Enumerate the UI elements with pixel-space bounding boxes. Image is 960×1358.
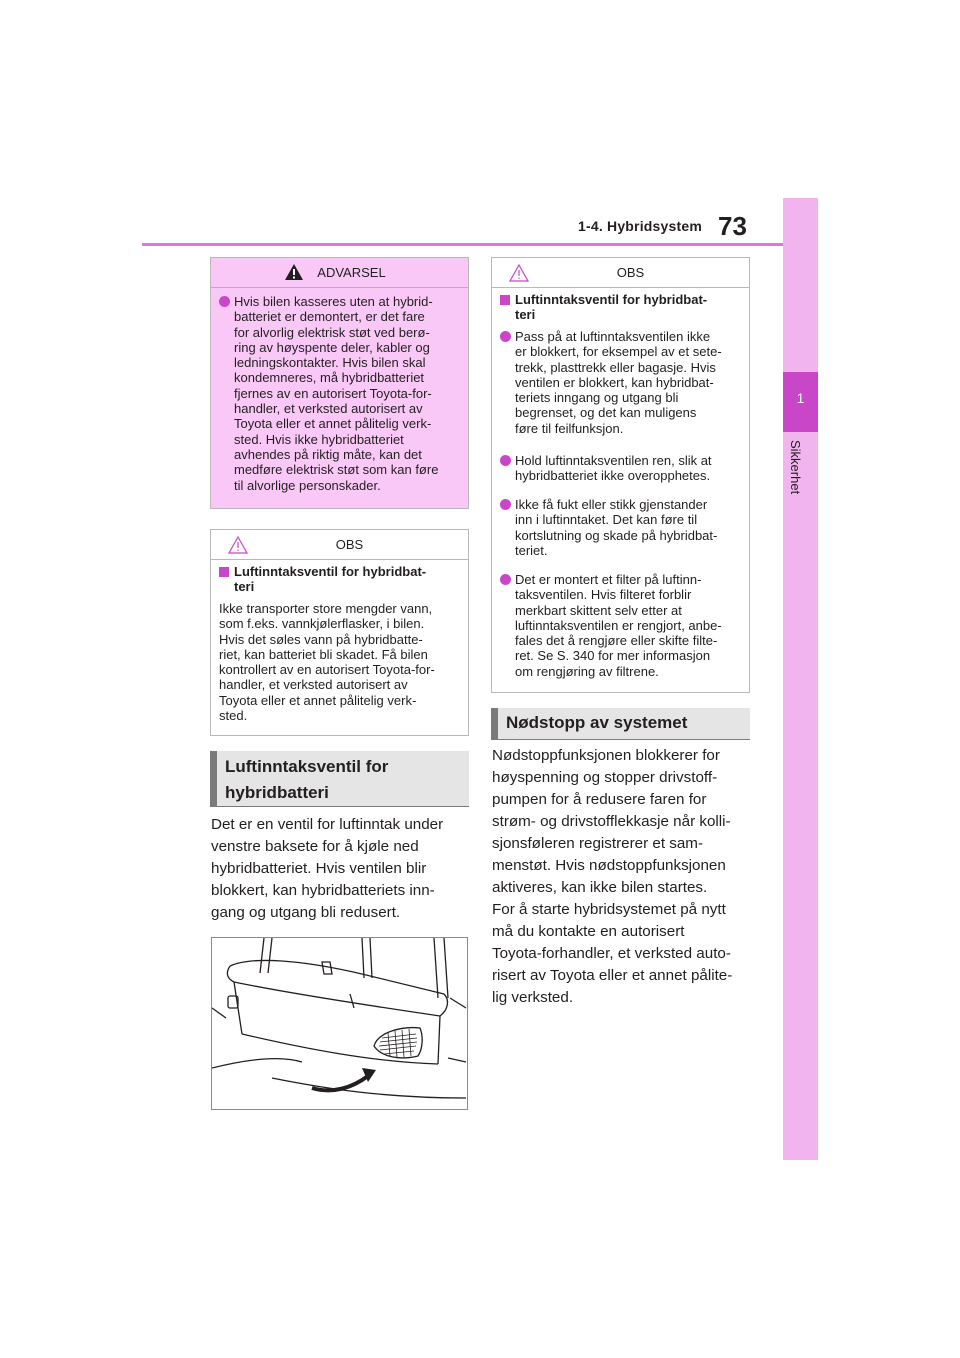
heading-underline xyxy=(210,806,469,807)
notice-text: Ikke transporter store mengder vann, som f.eks. vannkjølerflasker, i bilen. Hvis det søles vann på hybridbatte- riet, kan batteriet bli skadet. Få bilen kontrollert av en autorisert Toyota-for- handler, et verksted autorisert av Toyota eller et annet pålitelig verk- sted. xyxy=(219,601,435,724)
square-bullet-icon xyxy=(219,567,229,577)
warning-box-title: ADVARSEL xyxy=(317,265,386,280)
notice-box-header xyxy=(492,258,749,288)
list-item: Pass på at luftinntaksventilen ikke er blokkert, for eksempel av et sete- trekk, plasttrekk eller bagasje. Hvis ventilen er blokkert, kan hybridbat- teriets inngang og utgang bli begrenset, og det kan muligens føre til feilfunksjon. xyxy=(500,329,741,436)
chapter-side-band xyxy=(783,198,818,1160)
section-heading-left: Luftinntaksventil for hybridbatteri xyxy=(210,751,469,806)
chapter-number: 1 xyxy=(796,390,805,406)
notice-box-title: OBS xyxy=(335,537,364,552)
chapter-label: Sikkerhet xyxy=(788,440,803,495)
bullet-dot-icon xyxy=(500,574,511,585)
section-body-left: Det er en ventil for luftinntak under venstre baksete for å kjøle ned hybridbatteriet. Hvis ventilen blir blokkert, kan hybridbatteriets inn- gang og utgang bli redusert. xyxy=(211,816,444,921)
section-title: 1-4. Hybridsystem xyxy=(578,218,703,234)
heading-underline xyxy=(491,739,750,740)
list-item: Hold luftinntaksventilen ren, slik at hybridbatteriet ikke overopphetes. xyxy=(500,453,741,484)
bullet-dot-icon xyxy=(500,331,511,342)
page-number: 73 xyxy=(718,211,747,241)
warning-text: Hvis bilen kasseres uten at hybrid- batteriet er demontert, er det fare for alvorlig elektrisk støt ved berø- ring av høyspente deler, kabler og ledningskontakter. Hvis bilen skal kondemneres, må hybridbatteriet fjernes av en autorisert Toyota-for- handler, et verksted autorisert av Toyota eller et annet pålitelig verk- sted. Hvis ikke hybridbatteriet avhendes på riktig måte, kan det medføre elektrisk støt som kan føre til alvorlige personskader. xyxy=(234,294,439,493)
square-bullet-icon xyxy=(500,295,510,305)
notice-box-title: OBS xyxy=(616,265,645,280)
warning-box-header xyxy=(211,258,468,288)
list-item xyxy=(219,294,460,493)
warning-box xyxy=(210,257,469,509)
rear-seat-vent-drawing xyxy=(212,938,467,1109)
bullet-dot-icon xyxy=(500,455,511,466)
list-item: Ikke få fukt eller stikk gjenstander inn i luftinntaket. Det kan føre til kortslutning og skade på hybridbat- teriet. xyxy=(500,497,741,558)
bullet-dot-icon xyxy=(219,296,230,307)
header-rule xyxy=(142,243,783,246)
list-item: Det er montert et filter på luftinn- taksventilen. Hvis filteret forblir merkbart skittent selv etter at luftinntaksventilen er rengjort, anbe- fales det å rengjøre eller skifte filte- ret. Se S. 340 for mer informasjon om rengjøring av filtrene. xyxy=(500,572,741,679)
notice-box-right xyxy=(491,257,750,693)
section-body-right: Nødstoppfunksjonen blokkerer for høyspenning og stopper drivstoff- pumpen for å redusere faren for strøm- og drivstofflekkasje når kolli- sjonsføleren registrerer et sam- menstøt. Hvis nødstoppfunksjonen aktiveres, kan ikke bilen startes. For å starte hybridsystemet på nytt må du kontakte en autorisert Toyota-forhandler, et verksted auto- risert av Toyota eller et annet pålite- lig verksted. xyxy=(492,747,733,1006)
bullet-dot-icon xyxy=(500,499,511,510)
section-heading-right: Nødstopp av systemet xyxy=(491,708,750,739)
air-intake-illustration xyxy=(211,937,468,1110)
notice-subheading: Luftinntaksventil for hybridbat- teri xyxy=(219,564,460,595)
notice-subheading: Luftinntaksventil for hybridbat- teri xyxy=(500,292,741,323)
notice-box-left xyxy=(210,529,469,736)
notice-box-header xyxy=(211,530,468,560)
